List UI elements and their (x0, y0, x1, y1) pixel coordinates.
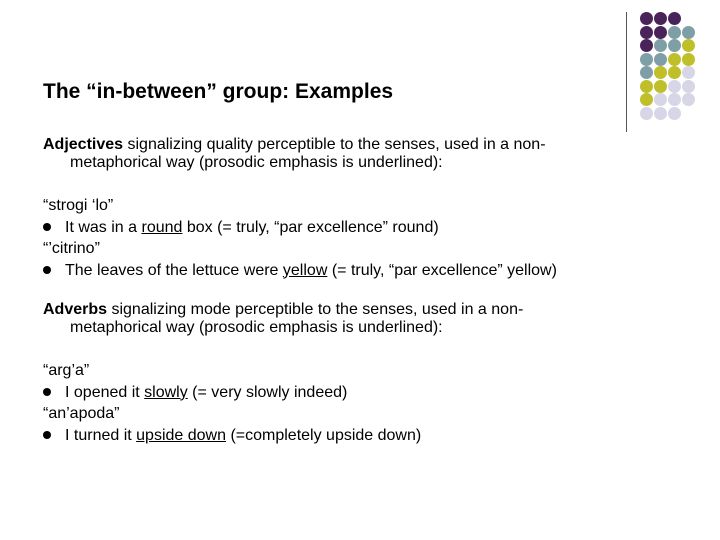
decorative-dot (682, 93, 695, 106)
adjectives-text-b: metaphorical way (prosodic emphasis is underlined): (70, 154, 443, 171)
emphasis-word: slowly (144, 383, 188, 401)
decorative-dot (682, 39, 695, 52)
decorative-dot (668, 107, 681, 120)
example-sentence: It was in a round box (= truly, “par excellence” round) (43, 217, 643, 239)
slide-body (43, 136, 643, 446)
decorative-vertical-rule (626, 12, 627, 132)
decorative-dot (668, 66, 681, 79)
decorative-dot (640, 66, 653, 79)
example-sentence: I turned it upside down (=completely upside down) (43, 425, 643, 447)
decorative-dot (640, 80, 653, 93)
adverbs-lead: Adverbs (43, 301, 108, 318)
decorative-dot (682, 80, 695, 93)
bullet-icon (43, 223, 51, 231)
bullet-icon (43, 431, 51, 439)
bullet-icon (43, 266, 51, 274)
example-sentence: I opened it slowly (= very slowly indeed) (43, 382, 643, 404)
decorative-dot (654, 107, 667, 120)
decorative-dot (668, 53, 681, 66)
decorative-dot (668, 26, 681, 39)
adjectives-paragraph (43, 136, 643, 172)
example-sentence: The leaves of the lettuce were yellow (= truly, “par excellence” yellow) (43, 260, 643, 282)
decorative-dot (640, 12, 653, 25)
adjectives-text-a: signalizing quality perceptible to the senses, used in a non- (123, 136, 546, 153)
slide-title: The “in-between” group: Examples (43, 80, 394, 103)
adjectives-lead: Adjectives (43, 136, 124, 153)
decorative-dot (682, 26, 695, 39)
decorative-dot (640, 107, 653, 120)
decorative-dot (668, 80, 681, 93)
decorative-dot-grid (640, 12, 720, 122)
decorative-dot (654, 53, 667, 66)
decorative-dot (640, 39, 653, 52)
decorative-dot (654, 39, 667, 52)
adverbs-paragraph (43, 301, 643, 337)
decorative-dot (654, 80, 667, 93)
example-word: “’citrino” (43, 240, 100, 257)
decorative-dot (640, 53, 653, 66)
example-word: “strogi ‘lo” (43, 197, 114, 214)
decorative-dot (668, 93, 681, 106)
decorative-dot (654, 93, 667, 106)
decorative-dot (682, 53, 695, 66)
decorative-dot (668, 39, 681, 52)
decorative-dot (654, 66, 667, 79)
example-word: “arg’a” (43, 362, 90, 379)
decorative-dot (654, 26, 667, 39)
decorative-dot (640, 26, 653, 39)
example-word: “an’apoda” (43, 405, 120, 422)
adverbs-text-b: metaphorical way (prosodic emphasis is underlined): (70, 319, 443, 336)
adverbs-text-a: signalizing mode perceptible to the senses, used in a non- (107, 301, 524, 318)
bullet-icon (43, 388, 51, 396)
decorative-dot (668, 12, 681, 25)
emphasis-word: round (141, 218, 183, 236)
decorative-dot (640, 93, 653, 106)
emphasis-word: upside down (136, 426, 226, 444)
emphasis-word: yellow (282, 261, 328, 279)
decorative-dot (654, 12, 667, 25)
decorative-dot (682, 66, 695, 79)
